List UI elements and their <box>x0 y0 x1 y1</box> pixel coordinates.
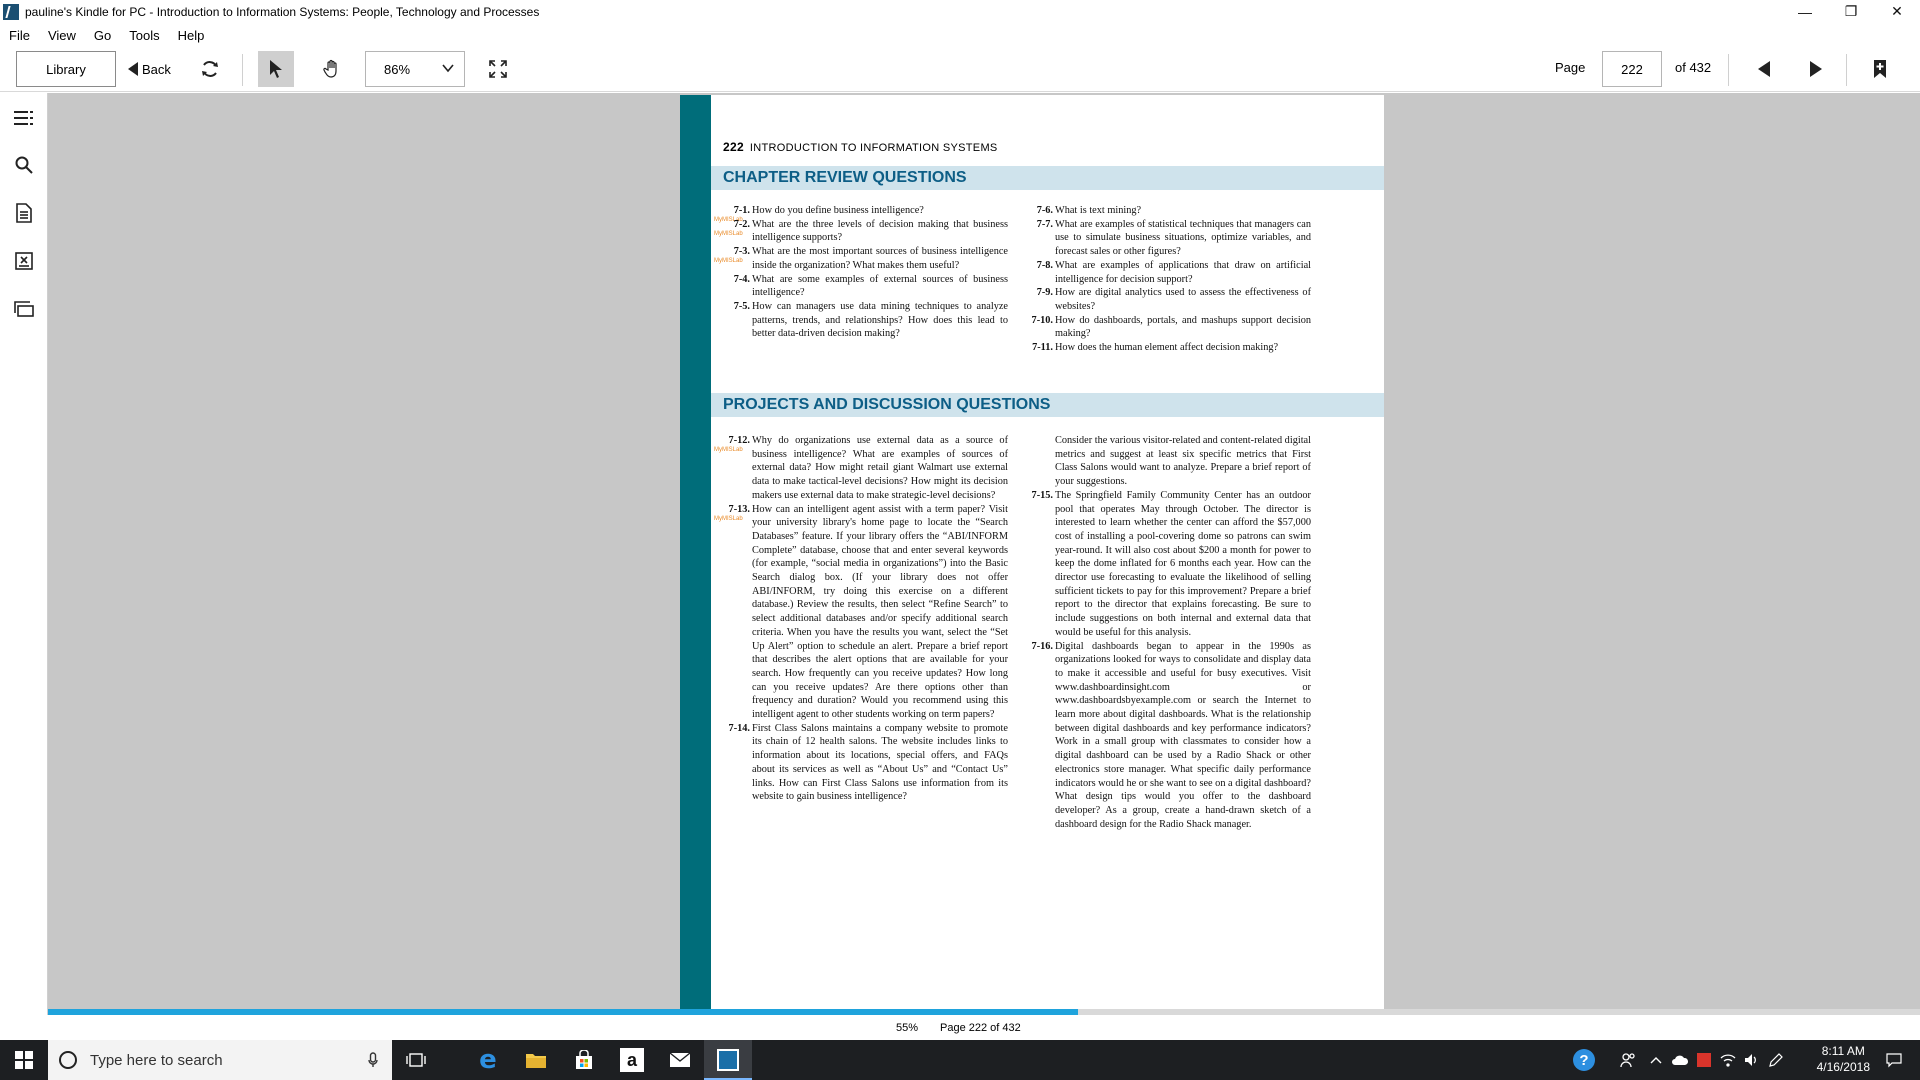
table-of-contents-icon[interactable] <box>10 104 38 132</box>
question-item: 7-15. The Springfield Family Community Center has an outdoor pool that operates May through October. The director is interested to learn whether the center can afford the $57,000 cost of installing a pool-covering dome so patrons can swim year-round. It will also cost about $200 a month for power to keep the dome inflated for 6 months each year. How can the director use forecasting to evaluate the likelihood of selling sufficient tickets to pay for this improvement? Prepare a brief report to the director that explains forecasting. Be sure to include suggestions on both internal and external data that would be useful for this analysis. <box>1031 489 1311 638</box>
toolbar-divider <box>1846 54 1847 86</box>
projects-header <box>711 393 1384 417</box>
kindle-app-icon <box>3 4 19 20</box>
projects-column-left <box>714 434 1008 804</box>
system-clock[interactable] <box>1817 1043 1870 1075</box>
review-column-right <box>1021 204 1311 355</box>
fullscreen-icon[interactable] <box>482 53 514 85</box>
back-button[interactable] <box>128 52 171 86</box>
question-item: 7-4. What are some examples of external sources of business intelligence? <box>733 273 1008 299</box>
question-item: 7-2. MyMISLab What are the three levels of decision making that business intelligence supports? <box>714 218 1008 244</box>
menu-bar <box>0 24 1920 46</box>
projects-column-right <box>1021 434 1311 831</box>
clock-date: 4/16/2018 <box>1816 1060 1870 1074</box>
question-item: 7-9. How are digital analytics used to assess the effectiveness of websites? <box>1036 287 1311 312</box>
left-sidebar <box>0 93 48 1015</box>
restore-button[interactable]: ❐ <box>1844 3 1858 19</box>
question-continuation: Consider the various visitor-related and content-related digital metrics and suggest at least six specific metrics that First Class Salons would want to analyze. Prepare a brief report of your suggestions. <box>1055 435 1311 488</box>
question-item: 7-5. How can managers use data mining techniques to analyze patterns, trends, and relationships? How does this lead to better data-driven decision making? <box>733 300 1008 340</box>
back-triangle-icon <box>128 62 138 76</box>
chevron-up-icon[interactable] <box>1644 1040 1668 1080</box>
flashcards-icon[interactable] <box>10 247 38 275</box>
clock-time: 8:11 AM <box>1821 1044 1865 1058</box>
section-title: CHAPTER REVIEW QUESTIONS <box>723 169 967 186</box>
minimize-button[interactable]: — <box>1798 3 1812 20</box>
search-icon[interactable] <box>10 151 38 179</box>
kindle-taskbar-icon[interactable] <box>704 1040 752 1080</box>
toolbar-divider <box>242 54 243 86</box>
menu-help[interactable]: Help <box>177 27 205 43</box>
select-pointer-icon[interactable] <box>258 51 294 87</box>
notifications-icon[interactable] <box>1874 1040 1914 1080</box>
question-item: 7-11. How does the human element affect decision making? <box>1032 342 1279 354</box>
add-bookmark-icon[interactable] <box>1864 53 1896 85</box>
store-icon[interactable] <box>560 1040 608 1080</box>
running-head <box>723 140 998 154</box>
page-label: Page <box>1555 60 1586 75</box>
question-item: 7-1. MyMISLab How do you define business intelligence? <box>714 205 924 223</box>
question-item: 7-12. MyMISLab Why do organizations use external data as a source of business intelligence? What are examples of sources of external data? How might retail giant Walmart use external data to make tactical-level decisions? How might its decision makers use external data to make strategic-level decisions? <box>714 435 1008 501</box>
windows-taskbar <box>0 1040 1920 1080</box>
question-item: 7-13. MyMISLab How can an intelligent agent assist with a term paper? Visit your university library's home page to locate the “Search Databases” feature. If your library offers the “ABI/INFORM Complete” database, choose that and enter several keywords (for example, “social media in organizations”) into the Basic Search dialog box. (If your library does not offer ABI/INFORM, try doing this exercise on a different database.) Review the results, then select “Refine Search” to select additional databases and/or specify additional search criteria. When you have the results you want, select the “Set Up Alert” option to schedule an alert. Prepare a brief report that describes the alert options that are available for your search. How frequently can you receive updates? How long can you receive updates? Are there options other than frequency and duration? Would you recommend using this intelligent agent to other students working on term papers? <box>714 503 1008 721</box>
menu-file[interactable]: File <box>9 27 30 43</box>
mail-icon[interactable] <box>656 1040 704 1080</box>
notes-icon[interactable] <box>10 199 38 227</box>
taskbar-search-placeholder: Type here to search <box>90 1051 223 1069</box>
pen-ink-icon[interactable] <box>1764 1040 1788 1080</box>
chevron-down-icon <box>442 62 454 74</box>
question-item: 7-6. What is text mining? <box>1036 205 1142 216</box>
onedrive-cloud-icon[interactable] <box>1668 1040 1692 1080</box>
microphone-icon[interactable] <box>368 1052 378 1068</box>
task-view-icon[interactable] <box>392 1040 440 1080</box>
page-number-input[interactable]: 222 <box>1602 51 1662 87</box>
menu-view[interactable]: View <box>47 27 76 43</box>
question-item: 7-14. First Class Salons maintains a company website to promote its chain of 12 health salons. The website includes links to information about its locations, special offers, and FAQs about its services as well as “About Us” and “Contact Us” links. How can First Class Salons use information from its website to gain business intelligence? <box>728 722 1008 803</box>
menu-tools[interactable]: Tools <box>129 27 160 43</box>
sync-icon[interactable] <box>196 53 224 85</box>
book-page <box>680 95 1384 1013</box>
page-total-label: of 432 <box>1675 60 1712 75</box>
title-bar <box>0 0 1920 23</box>
question-item: 7-16. Digital dashboards began to appear in the 1990s as organizations looked for ways to consolidate and display data to make it accessible and useful for busy executives. Visit www.dashboardinsight.com or www.dashboardsbyexample.com or search the Internet to learn more about digital dashboards. What is the relationship between digital dashboards and key performance indicators? Work in a small group with classmates to consider how a digital dashboard can be used by a Radio Shack or other electronics store manager. What specific daily performance indicators would he or she want to see on a digital dashboard? What design tips would you offer to the dashboard developer? As a group, create a hand-drawn sketch of a dashboard design for the Radio Shack manager. <box>1031 640 1311 830</box>
close-button[interactable]: ✕ <box>1891 3 1903 19</box>
question-item: 7-8. What are examples of applications that draw on artificial intelligence for decision support? <box>1036 259 1311 285</box>
help-icon[interactable]: ? <box>1560 1040 1608 1080</box>
review-column-left <box>714 204 1008 341</box>
section-title: PROJECTS AND DISCUSSION QUESTIONS <box>723 396 1051 413</box>
volume-icon[interactable] <box>1740 1040 1764 1080</box>
status-bar <box>0 1015 1920 1040</box>
zoom-select[interactable] <box>365 51 465 87</box>
next-page-icon[interactable] <box>1800 53 1832 85</box>
question-item: 7-10. How do dashboards, portals, and mashups support decision making? <box>1031 314 1311 340</box>
hand-tool-icon[interactable] <box>314 51 350 87</box>
running-head-title: INTRODUCTION TO INFORMATION SYSTEMS <box>749 142 998 154</box>
cortana-circle-icon <box>58 1050 78 1070</box>
library-button[interactable]: Library <box>16 51 116 87</box>
file-explorer-icon[interactable] <box>512 1040 560 1080</box>
amazon-icon[interactable]: a <box>608 1040 656 1080</box>
gift-app-icon[interactable] <box>1692 1040 1716 1080</box>
cards-view-icon[interactable] <box>10 295 38 323</box>
question-item: 7-3. MyMISLab What are the most important sources of business intelligence inside the organization? What makes them useful? <box>714 246 1008 271</box>
edge-browser-icon[interactable]: e <box>479 1045 497 1075</box>
wifi-icon[interactable] <box>1716 1040 1740 1080</box>
toolbar <box>0 48 1920 92</box>
windows-start-icon[interactable] <box>0 1040 48 1080</box>
progress-percent: 55% <box>896 1022 919 1034</box>
page-margin-band <box>680 95 711 1013</box>
question-item: 7-7. What are examples of statistical techniques that managers can use to simulate business situations, optimize variables, and forecast sales or other figures? <box>1036 218 1311 258</box>
page-number: 222 <box>723 140 744 154</box>
toolbar-divider <box>1728 54 1729 86</box>
window-title: pauline's Kindle for PC - Introduction to Information Systems: People, Technology and Processes <box>25 4 540 19</box>
chapter-review-header <box>711 166 1384 190</box>
back-label: Back <box>142 61 171 77</box>
zoom-value: 86% <box>384 61 411 77</box>
menu-go[interactable]: Go <box>93 27 112 43</box>
previous-page-icon[interactable] <box>1748 53 1780 85</box>
taskbar-search[interactable] <box>48 1040 392 1080</box>
reading-area[interactable] <box>48 93 1920 1015</box>
page-location: Page 222 of 432 <box>940 1022 1021 1034</box>
